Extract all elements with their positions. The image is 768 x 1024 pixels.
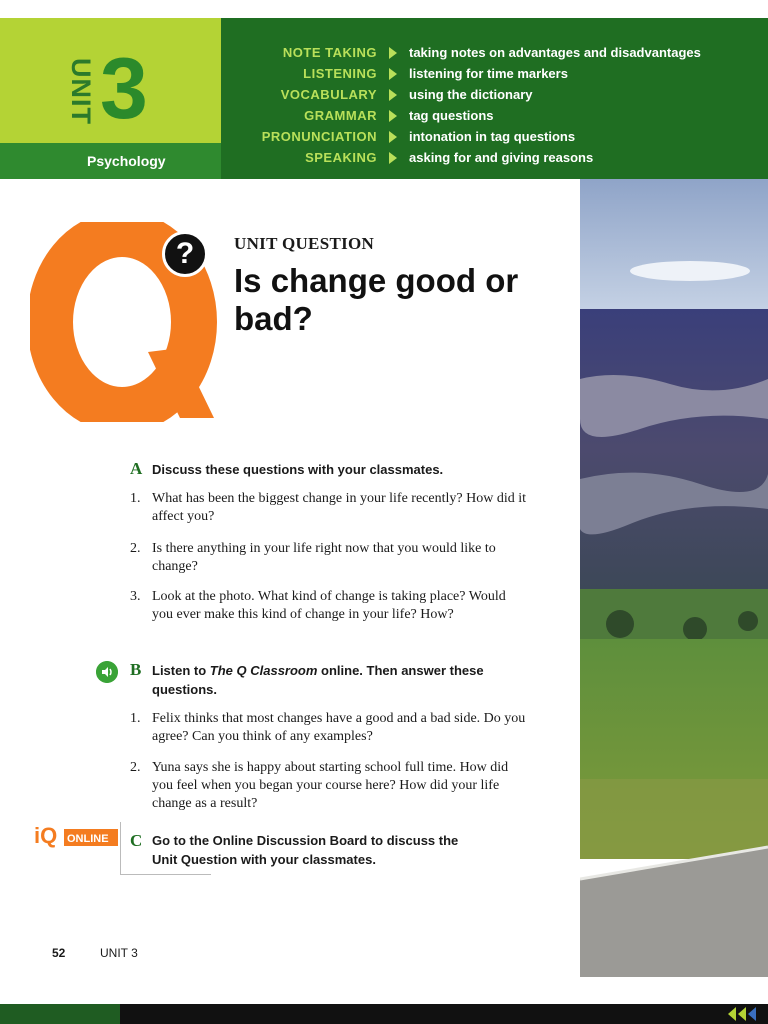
- list-item: [130, 588, 530, 624]
- bottom-accent: [0, 1004, 120, 1024]
- skill-row: [221, 126, 768, 147]
- list-item: [130, 540, 530, 576]
- activity-b-letter: B: [130, 660, 142, 679]
- skill-row: [221, 84, 768, 105]
- item-number: 1.: [130, 711, 141, 726]
- item-number: 1.: [130, 491, 141, 506]
- instruction-prefix: Listen to: [152, 663, 210, 678]
- unit-question-title: Is change good or bad?: [234, 262, 519, 337]
- item-number: 2.: [130, 541, 141, 556]
- triangle-arrow-icon: [389, 152, 397, 164]
- triangle-arrow-icon: [389, 47, 397, 59]
- skill-desc: tag questions: [409, 108, 494, 123]
- triangle-arrow-icon: [389, 89, 397, 101]
- triangle-arrow-icon: [389, 131, 397, 143]
- unit-badge: [0, 18, 221, 179]
- online-text: ONLINE: [67, 833, 109, 845]
- skill-desc: intonation in tag questions: [409, 129, 576, 144]
- unit-banner: [0, 18, 768, 179]
- landscape-photo: [580, 179, 768, 977]
- triangle-arrow-icon: [389, 110, 397, 122]
- activity-a-letter: A: [130, 459, 143, 478]
- skill-name: VOCABULARY: [280, 87, 377, 102]
- skill-name: PRONUNCIATION: [261, 129, 377, 144]
- iq-text: iQ: [34, 823, 58, 848]
- unit-number: 3: [100, 41, 148, 137]
- skill-row: [221, 105, 768, 126]
- activity-b-instruction: [152, 661, 527, 699]
- skill-name: SPEAKING: [305, 150, 377, 165]
- skill-row: [221, 147, 768, 168]
- activity-c-instruction: Go to the Online Discussion Board to discuss the Unit Question with your classmates.: [152, 833, 459, 867]
- list-item: [130, 490, 530, 526]
- page-number: 52: [52, 946, 66, 960]
- footer-unit-label: UNIT 3: [100, 946, 138, 960]
- list-item: [130, 759, 530, 813]
- item-text: Is there anything in your life right now that you would like to change?: [152, 541, 496, 574]
- item-text: Look at the photo. What kind of change is taking place? Would you ever make this kind of change in your life? How?: [152, 589, 506, 622]
- skills-list: [221, 18, 768, 179]
- activity-a-instruction: Discuss these questions with your classmates.: [152, 462, 444, 477]
- skill-name: LISTENING: [303, 66, 377, 81]
- unit-question-label: UNIT QUESTION: [234, 234, 375, 253]
- chevron-left-icon[interactable]: [720, 1004, 768, 1024]
- skill-desc: listening for time markers: [409, 66, 568, 81]
- skill-name: GRAMMAR: [304, 108, 377, 123]
- instruction-title: The Q Classroom: [209, 663, 318, 678]
- skill-row: [221, 42, 768, 63]
- skill-desc: asking for and giving reasons: [409, 150, 594, 165]
- skill-row: [221, 63, 768, 84]
- unit-word: UNIT: [66, 58, 96, 125]
- item-number: 3.: [130, 589, 141, 604]
- skill-desc: taking notes on advantages and disadvantages: [409, 45, 701, 60]
- item-number: 2.: [130, 760, 141, 775]
- speaker-icon[interactable]: [96, 661, 118, 683]
- instruction-suffix: online. Then answer these questions.: [152, 663, 484, 697]
- question-mark-icon: ?: [162, 231, 208, 277]
- skill-name: NOTE TAKING: [282, 45, 377, 60]
- triangle-arrow-icon: [389, 68, 397, 80]
- list-item: [130, 710, 530, 746]
- item-text: Felix thinks that most changes have a good and a bad side. Do you agree? Can you think of any examples?: [152, 711, 526, 744]
- activity-c-letter: C: [130, 831, 143, 850]
- item-text: Yuna says she is happy about starting school full time. How did you feel when you began your course here? How did your life change as a result?: [152, 760, 509, 811]
- unit-subject: Psychology: [0, 143, 221, 179]
- skill-desc: using the dictionary: [409, 87, 533, 102]
- item-text: What has been the biggest change in your life recently? How did it affect you?: [152, 491, 526, 524]
- iq-online-badge[interactable]: [34, 822, 120, 850]
